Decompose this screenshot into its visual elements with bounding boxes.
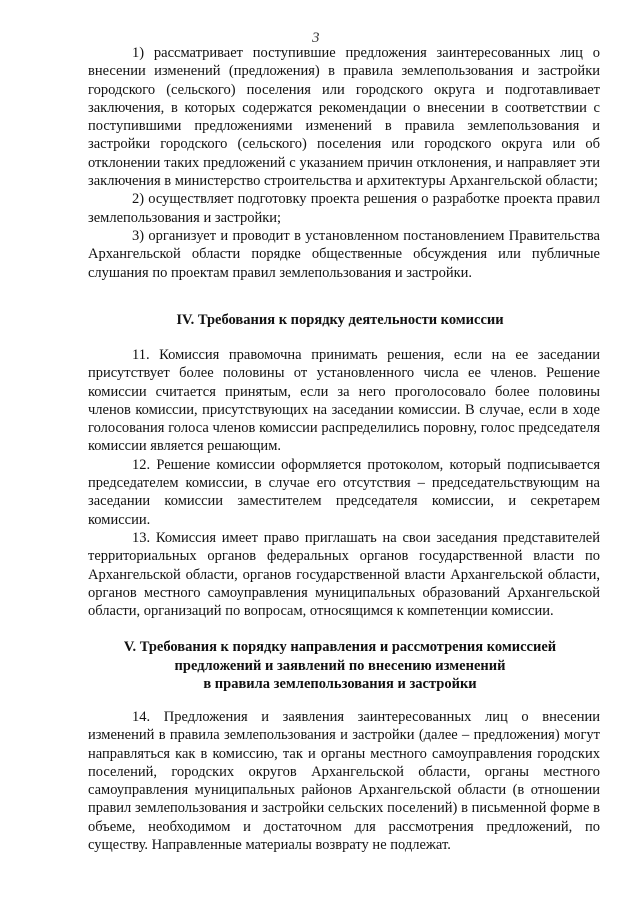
section-4-body	[88, 346, 600, 620]
section-4-title: IV. Требования к порядку деятельности комиссии	[176, 312, 504, 328]
section-5-title-line-1: V. Требования к порядку направления и рассмотрения комиссией	[123, 639, 557, 655]
paragraph-11: 11. Комиссия правомочна принимать решения, если на ее заседании присутствует более половины от установленного числа ее членов. Решение комиссии считается принятым, если за него проголосовало более половины членов комиссии, присутствующих на заседании комиссии. В случае, если в ходе голосования голоса членов комиссии распределились поровну, голос председателя комиссии является решающим.	[88, 347, 600, 455]
intro-item-1: 1) рассматривает поступившие предложения заинтересованных лиц о внесении изменений (предложения) в правила землепользования и застройки городского (сельского) поселения или городского округа и подготавливает заключения, в которых содержатся рекомендации о внесении в соответствии с поступившими предложениями изменений в правила землепользования и застройки городского (сельского) поселения или городского округа или об отклонении таких предложений с указанием причин отклонения, и направляет эти заключения в министерство строительства и архитектуры Архангельской области;	[88, 45, 600, 190]
section-5-body	[88, 708, 600, 854]
paragraph-13: 13. Комиссия имеет право приглашать на свои заседания представителей территориальных органов федеральных органов государственной власти по Архангельской области, органов государственной власти Архангельской области, органов местного самоуправления муниципальных образований Архангельской области, организаций по вопросам, относящимся к компетенции комиссии.	[88, 529, 600, 620]
intro-items	[88, 44, 600, 282]
section-4-heading	[80, 311, 600, 330]
section-5-title-line-2: предложений и заявлений по внесению изменений	[174, 657, 506, 674]
intro-item-2: 2) осуществляет подготовку проекта решения о разработке проекта правил землепользования и застройки;	[88, 191, 600, 226]
page-number: 3	[312, 30, 320, 46]
intro-item-3: 3) организует и проводит в установленном постановлением Правительства Архангельской области порядке общественные обсуждения или публичные слушания по проектам правил землепользования и застройки.	[88, 227, 600, 281]
paragraph-12: 12. Решение комиссии оформляется протоколом, который подписывается председателем комиссии, в случае его отсутствия – председательствующим на заседании комиссии заместителем председателя комиссии, и секретарем комиссии.	[88, 456, 600, 528]
paragraph-14: 14. Предложения и заявления заинтересованных лиц о внесении изменений в правила землепользования и застройки (далее – предложения) могут направляться как в комиссию, так и органы местного самоуправления городских поселений, городских округов Архангельской области, органы местного самоуправления муниципальных районов Архангельской области (в отношении правил землепользования и застройки сельских поселений) в письменной форме в объеме, необходимом и достаточном для рассмотрения предложений, по существу. Направленные материалы возврату не подлежат.	[88, 709, 600, 854]
section-5-title-line-3: в правила землепользования и застройки	[203, 676, 477, 692]
section-5-heading	[80, 638, 600, 694]
